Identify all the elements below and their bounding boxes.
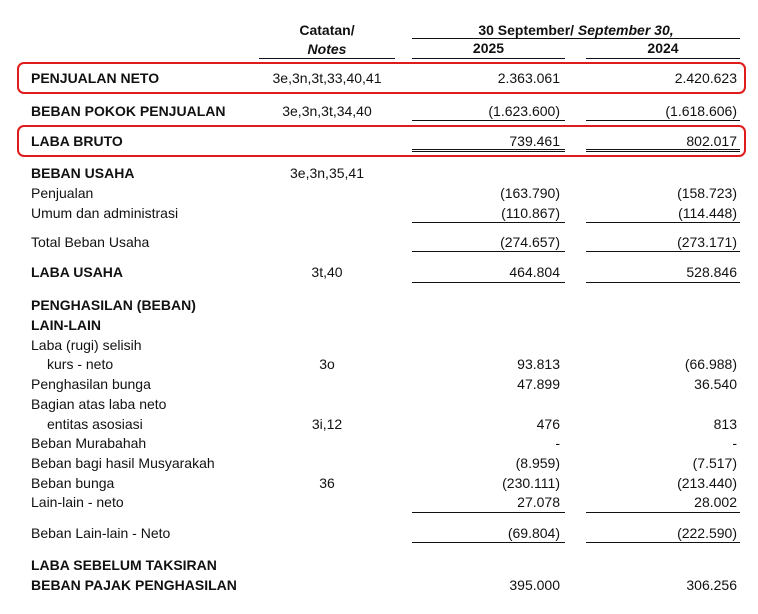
- row-laba-rugi-kurs-2024: (66.988): [684, 356, 737, 372]
- row-total-beban-usaha-2025: (274.657): [500, 234, 560, 250]
- row-beban-lain-neto-2024: (222.590): [677, 525, 737, 541]
- row-laba-bruto-2024: 802.017: [686, 133, 737, 149]
- row-beban-musyarakah-2025: (8.959): [515, 455, 560, 471]
- row-laba-bruto-label: LABA BRUTO: [31, 133, 123, 149]
- row-bagian-laba-2025: 476: [536, 416, 560, 432]
- row-beban-lain-neto-2025: (69.804): [507, 525, 560, 541]
- underline-beban-pokok-2024: [586, 120, 740, 121]
- row-beban-usaha-label: BEBAN USAHA: [31, 165, 135, 181]
- double-underline-laba-bruto-2025: [412, 149, 565, 152]
- row-beban-bunga-notes: 36: [319, 475, 335, 491]
- row-total-beban-usaha-label: Total Beban Usaha: [31, 234, 150, 250]
- row-beban-murabahah-2025: -: [555, 435, 560, 451]
- row-umum-admin-2024: (114.448): [678, 205, 737, 221]
- row-beban-usaha-notes: 3e,3n,35,41: [290, 165, 364, 181]
- row-beban-pokok-notes: 3e,3n,3t,34,40: [282, 103, 372, 119]
- row-penjualan-neto-label: PENJUALAN NETO: [31, 70, 160, 86]
- row-beban-musyarakah-2024: (7.517): [692, 455, 737, 471]
- row-beban-bunga-2024: (213.440): [677, 475, 737, 491]
- year-header-2024: 2024: [647, 40, 679, 56]
- row-beban-murabahah-2024: -: [732, 435, 737, 451]
- year-2024-underline: [586, 58, 740, 59]
- underline-total-beban-usaha-2025: [412, 251, 565, 252]
- row-beban-pokok-label: BEBAN POKOK PENJUALAN: [31, 103, 226, 119]
- row-penghasilan-lain-heading-2: LAIN-LAIN: [31, 317, 101, 333]
- row-penghasilan-bunga-label: Penghasilan bunga: [31, 376, 151, 392]
- row-penghasilan-bunga-2024: 36.540: [694, 376, 737, 392]
- row-umum-admin-2025: (110.867): [501, 205, 560, 221]
- underline-beban-lain-neto-2025: [412, 542, 565, 543]
- row-bagian-laba-label-1: Bagian atas laba neto: [31, 396, 167, 412]
- underline-umum-admin-2025: [412, 222, 565, 223]
- underline-beban-lain-neto-2024: [586, 542, 740, 543]
- double-underline-laba-bruto-2024: [586, 149, 740, 152]
- underline-lain-lain-neto-2025: [412, 512, 565, 513]
- row-beban-murabahah-label: Beban Murabahah: [31, 435, 147, 451]
- period-header: 30 September/ September 30,: [478, 22, 674, 38]
- row-laba-sebelum-pajak-label-2: BEBAN PAJAK PENGHASILAN: [31, 577, 237, 593]
- row-beban-lain-neto-label: Beban Lain-lain - Neto: [31, 525, 171, 541]
- row-laba-sebelum-pajak-2024: 306.256: [686, 577, 737, 593]
- underline-laba-usaha-2025: [412, 282, 565, 283]
- row-penghasilan-lain-heading-1: PENGHASILAN (BEBAN): [31, 297, 196, 313]
- row-beban-bunga-label: Beban bunga: [31, 475, 115, 491]
- row-penjualan-2024: (158.723): [677, 185, 737, 201]
- year-header-2025: 2025: [472, 40, 505, 56]
- row-beban-pokok-2025: (1.623.600): [488, 103, 560, 119]
- row-penghasilan-bunga-2025: 47.899: [517, 376, 560, 392]
- notes-header-underline: [259, 58, 395, 59]
- row-laba-rugi-kurs-label-1: Laba (rugi) selisih: [31, 337, 142, 353]
- row-laba-sebelum-pajak-label-1: LABA SEBELUM TAKSIRAN: [31, 557, 217, 573]
- row-penjualan-label: Penjualan: [31, 185, 94, 201]
- row-total-beban-usaha-2024: (273.171): [677, 234, 737, 250]
- row-penjualan-2025: (163.790): [500, 185, 560, 201]
- row-beban-bunga-2025: (230.111): [502, 475, 560, 491]
- row-laba-usaha-2025: 464.804: [509, 264, 560, 280]
- row-laba-usaha-label: LABA USAHA: [31, 264, 124, 280]
- row-lain-lain-neto-label: Lain-lain - neto: [31, 494, 124, 510]
- row-laba-rugi-kurs-notes: 3o: [319, 356, 335, 372]
- row-laba-rugi-kurs-2025: 93.813: [517, 356, 560, 372]
- row-bagian-laba-label-2: entitas asosiasi: [47, 416, 143, 432]
- row-laba-bruto-2025: 739.461: [509, 133, 560, 149]
- underline-umum-admin-2024: [586, 222, 740, 223]
- underline-total-beban-usaha-2024: [586, 251, 740, 252]
- row-penjualan-neto-2024: 2.420.623: [674, 70, 737, 86]
- row-lain-lain-neto-2025: 27.078: [517, 494, 560, 510]
- row-beban-musyarakah-label: Beban bagi hasil Musyarakah: [31, 455, 215, 471]
- row-beban-pokok-2024: (1.618.606): [665, 103, 737, 119]
- row-penjualan-neto-notes: 3e,3n,3t,33,40,41: [272, 70, 382, 86]
- row-umum-admin-label: Umum dan administrasi: [31, 205, 179, 221]
- row-laba-rugi-kurs-label-2: kurs - neto: [47, 356, 114, 372]
- underline-beban-pokok-2025: [412, 120, 565, 121]
- row-laba-usaha-notes: 3t,40: [311, 264, 343, 280]
- notes-header-en: Notes: [307, 41, 347, 57]
- notes-header-id: Catatan/: [299, 22, 355, 38]
- underline-laba-usaha-2024: [586, 282, 740, 283]
- year-2025-underline: [412, 58, 565, 59]
- row-penjualan-neto-2025: 2.363.061: [497, 70, 560, 86]
- row-bagian-laba-2024: 813: [713, 416, 737, 432]
- row-lain-lain-neto-2024: 28.002: [694, 494, 737, 510]
- period-header-underline: [412, 38, 740, 39]
- row-laba-usaha-2024: 528.846: [686, 264, 737, 280]
- row-bagian-laba-notes: 3i,12: [311, 416, 343, 432]
- row-laba-sebelum-pajak-2025: 395.000: [509, 577, 560, 593]
- underline-lain-lain-neto-2024: [586, 512, 740, 513]
